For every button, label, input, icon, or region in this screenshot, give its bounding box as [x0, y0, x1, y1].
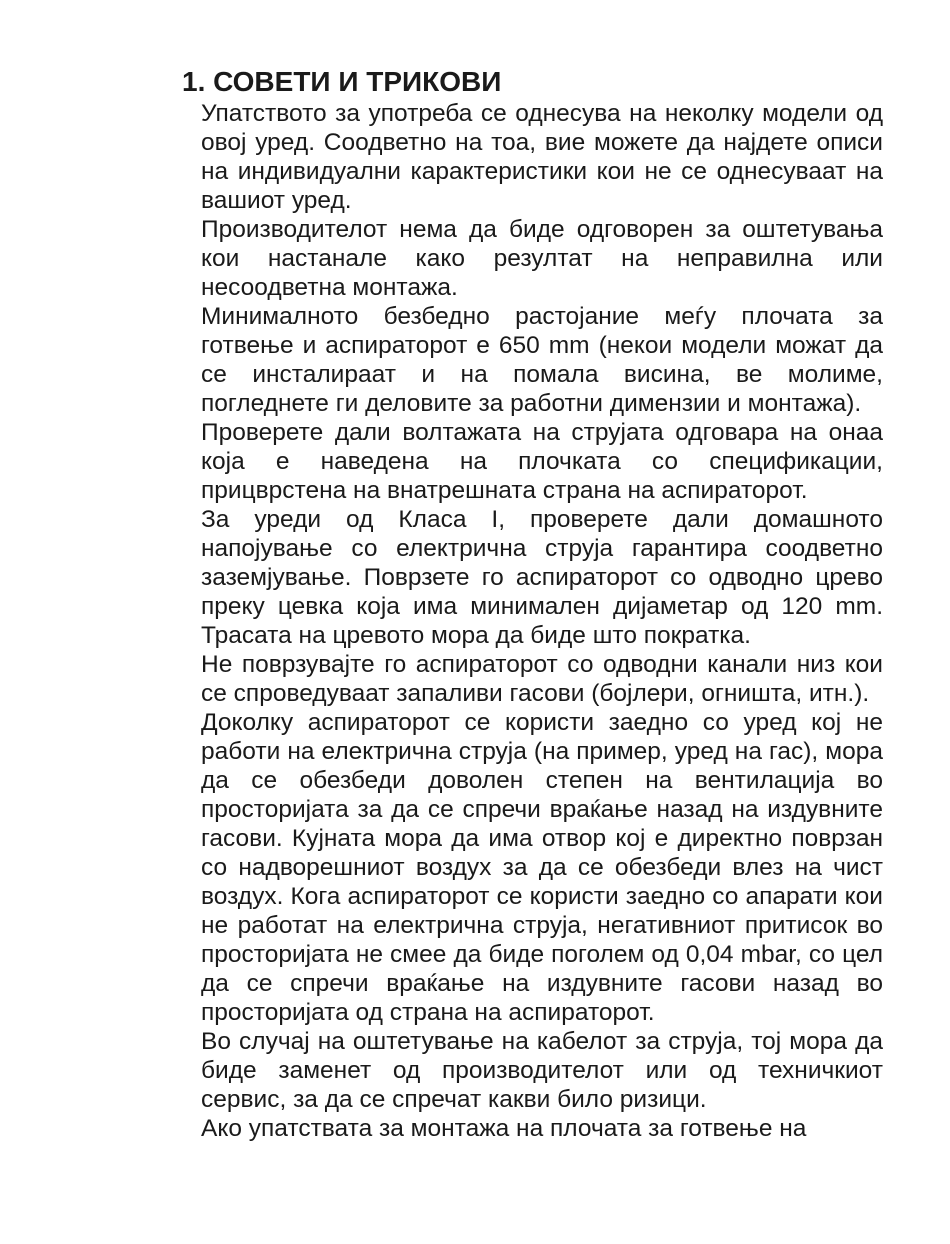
- paragraph-cable-damage: Во случај на оштетување на кабелот за струја, тој мора да биде заменет од производителот или од техничкиот сервис, за да се спречат какви било ризици.: [201, 1028, 883, 1113]
- section-heading: 1. СОВЕТИ И ТРИКОВИ: [182, 66, 502, 97]
- section-body: [201, 99, 883, 1143]
- paragraph-manual-scope: Упатството за употреба се однесува на неколку модели од овој уред. Соодветно на тоа, вие можете да најдете описи на индивидуални карактеристики кои не се однесуваат на вашиот уред.: [201, 100, 883, 214]
- paragraph-manufacturer-liability: Производителот нема да биде одговорен за оштетувања кои настанале како резултат на неправилна или несоодветна монтажа.: [201, 216, 883, 301]
- paragraph-voltage-check: Проверете дали волтажата на струјата одговара на онаа која е наведена на плочката со спецификации, прицврстена на внатрешната страна на аспираторот.: [201, 419, 883, 504]
- paragraph-hob-instructions: Ако упатствата за монтажа на плочата за готвење на: [201, 1115, 807, 1142]
- paragraph-grounding-and-hose: За уреди од Класа I, проверете дали домашното напојување со електрична струја гарантира соодветно заземјување. Поврзете го аспираторот со одводно црево преку цевка која има минимален дијаметар од 120 mm. Трасата на цревото мора да биде што пократка.: [201, 506, 883, 649]
- paragraph-ventilation: Доколку аспираторот се користи заедно со уред кој не работи на електрична струја (на пример, уред на гас), мора да се обезбеди доволен степен на вентилација во просторијата за да се спречи враќање назад на издувните гасови. Кујната мора да има отвор кој е директно поврзан со надворешниот воздух за да се обезбеди влез на чист воздух. Кога аспираторот се користи заедно со апарати кои не работат на електрична струја, негативниот притисок во просторијата не смее да биде поголем од 0,04 mbar, со цел да се спречи враќање на издувните гасови назад во просторијата од страна на аспираторот.: [201, 709, 883, 1026]
- paragraph-minimum-distance: Минималното безбедно растојание меѓу плочата за готвење и аспираторот е 650 mm (некои модели можат да се инсталираат и на помала висина, ве молиме, погледнете ги деловите за работни димензии и монтажа).: [201, 303, 883, 417]
- paragraph-flammable-gases: Не поврзувајте го аспираторот со одводни канали низ кои се спроведуваат запаливи гасови (бојлери, огништа, итн.).: [201, 651, 883, 707]
